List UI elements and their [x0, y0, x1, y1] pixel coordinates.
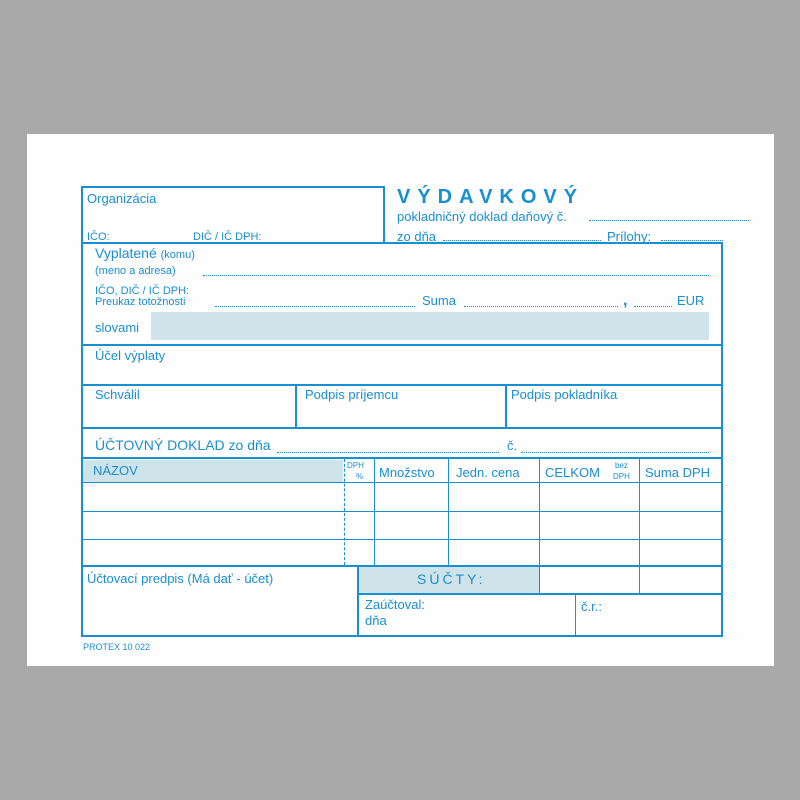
- attachments-field[interactable]: [661, 240, 723, 241]
- col-vat-header-bottom: %: [356, 472, 364, 481]
- dic-label: DIČ / IČ DPH:: [193, 231, 262, 243]
- paid-label: Vyplatené (komu): [95, 245, 195, 261]
- currency-label: EUR: [677, 293, 705, 308]
- table-col-divider-total: [539, 459, 540, 565]
- id-label: Preukaz totožnosti: [95, 296, 186, 308]
- sum-label: Suma: [422, 293, 456, 308]
- sums-bottom-border: [357, 593, 723, 595]
- table-col-divider-vat: [344, 459, 345, 565]
- name-address-label: (meno a adresa): [95, 265, 176, 277]
- posted-divider: [575, 594, 576, 636]
- sum-comma: ,: [623, 292, 628, 309]
- col-qty-header: Množstvo: [379, 465, 435, 480]
- sums-divider-1: [539, 565, 540, 594]
- sums-divider-2: [639, 565, 640, 594]
- organization-label: Organizácia: [87, 191, 157, 206]
- approved-label: Schválil: [95, 387, 140, 402]
- sums-right-border: [721, 565, 723, 637]
- accounting-doc-label: ÚČTOVNÝ DOKLAD zo dňa: [95, 437, 271, 453]
- ico-dic-label: IČO, DIČ / IČ DPH:: [95, 285, 190, 297]
- accounting-doc-number-label: č.: [507, 438, 518, 453]
- posted-by-label: Zaúčtoval:: [365, 597, 425, 612]
- sums-label: SÚČTY:: [417, 571, 486, 587]
- date-field[interactable]: [443, 240, 601, 241]
- purpose-box[interactable]: [81, 344, 723, 386]
- document-title: VÝDAVKOVÝ: [397, 186, 585, 208]
- sum-field[interactable]: [464, 306, 618, 307]
- posting-left-border: [81, 565, 83, 637]
- amount-in-words-field[interactable]: [151, 312, 709, 340]
- name-address-field[interactable]: [203, 275, 709, 276]
- col-vat-header-top: DPH: [347, 461, 364, 470]
- row-number-label: č.r.:: [581, 599, 602, 614]
- table-row-line-1: [83, 511, 721, 512]
- table-row-line-2: [83, 539, 721, 540]
- id-field[interactable]: [215, 306, 415, 307]
- ico-label: IČO:: [87, 231, 110, 243]
- sum-cents-field[interactable]: [634, 306, 672, 307]
- table-col-divider-qty: [374, 459, 375, 565]
- document-number-field[interactable]: [589, 220, 749, 221]
- accounting-doc-date-field[interactable]: [277, 452, 499, 453]
- col-vat-sum-header: Suma DPH: [645, 465, 711, 480]
- words-label: slovami: [95, 320, 140, 335]
- date-label: zo dňa: [397, 229, 437, 244]
- cashier-signature-label: Podpis pokladníka: [511, 387, 618, 402]
- signatures-box: [81, 384, 723, 429]
- col-total-note-top: bez: [615, 461, 628, 470]
- posting-bottom-border: [81, 635, 359, 637]
- signature-divider-1: [295, 384, 297, 429]
- table-col-divider-vatsum: [639, 459, 640, 565]
- publisher-code: PROTEX 10 022: [83, 642, 151, 652]
- recipient-signature-label: Podpis príjemcu: [305, 387, 399, 402]
- bottom-right-border: [357, 635, 723, 637]
- receipt-form: [27, 134, 774, 666]
- col-total-note-bottom: DPH: [613, 472, 630, 481]
- col-unit-price-header: Jedn. cena: [456, 465, 520, 480]
- table-header-line: [83, 482, 721, 483]
- col-total-header: CELKOM: [545, 465, 600, 480]
- attachments-label: Prílohy:: [607, 229, 652, 244]
- signature-divider-2: [505, 384, 507, 429]
- purpose-label: Účel výplaty: [95, 348, 166, 363]
- document-subtitle: pokladničný doklad daňový č.: [397, 209, 567, 224]
- accounting-doc-number-field[interactable]: [521, 452, 709, 453]
- posting-label: Účtovací predpis (Má dať - účet): [87, 571, 274, 586]
- posted-date-label: dňa: [365, 613, 387, 628]
- table-col-divider-price: [448, 459, 449, 565]
- col-name-header: NÁZOV: [93, 463, 138, 478]
